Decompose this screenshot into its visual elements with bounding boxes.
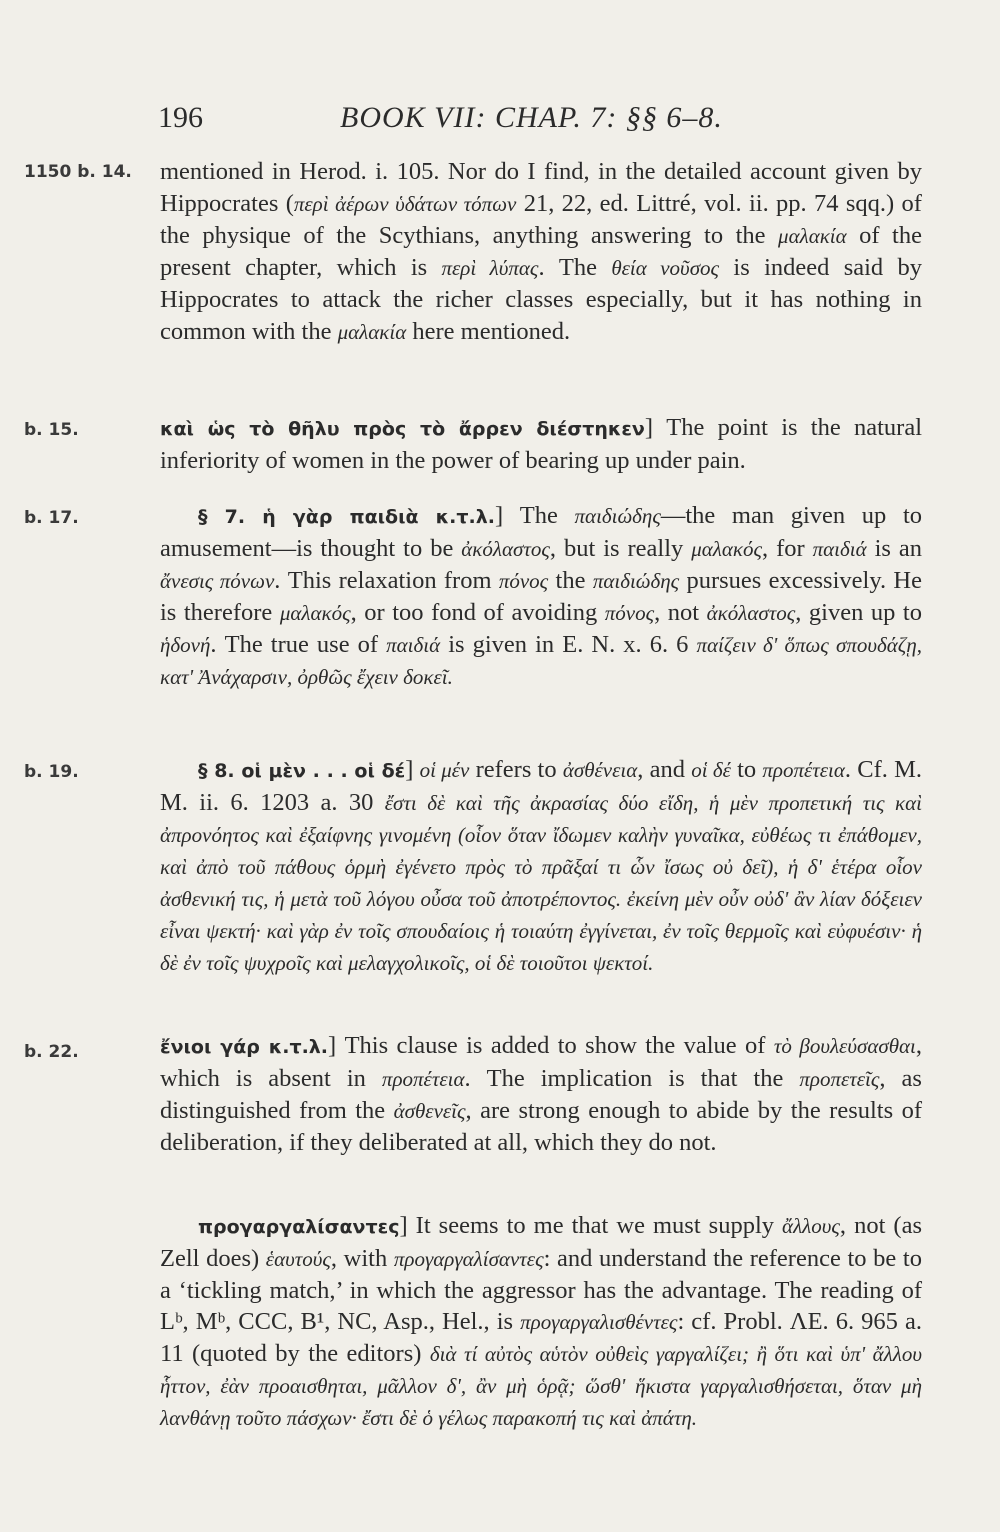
- lemma: § 8. οἱ μὲν . . . οἱ δέ: [198, 760, 406, 782]
- text-segment: , not: [654, 599, 707, 626]
- commentary-text: [160, 754, 922, 979]
- greek-phrase: τὸ βουλεύσασθαι: [773, 1034, 916, 1058]
- greek-phrase: θεία νοῦσος: [611, 256, 720, 280]
- lemma: § 7. ἡ γὰρ παιδιὰ κ.τ.λ.: [198, 506, 495, 528]
- line-reference: 1150 b. 14.: [24, 162, 132, 182]
- text-segment: : and understand the reference to be to a ‘tickling match,’ in which the aggressor has the advantage. The reading of Lᵇ, Mᵇ, CCC, B¹, NC, Asp., Hel., is: [160, 1245, 922, 1335]
- text-segment: refers to: [469, 756, 563, 783]
- text-segment: here mentioned.: [406, 318, 571, 345]
- lemma: ἔνιοι γάρ κ.τ.λ.: [160, 1036, 329, 1058]
- line-reference: b. 17.: [24, 508, 79, 528]
- greek-phrase: προπέτεια: [381, 1067, 465, 1091]
- commentary-text: [160, 1030, 922, 1159]
- greek-phrase: μαλακία: [778, 224, 847, 248]
- commentary-text: [160, 412, 922, 477]
- text-segment: , which is absent in: [160, 1032, 922, 1092]
- commentary-text: [160, 156, 922, 348]
- greek-phrase: περὶ λύπας: [441, 256, 539, 280]
- text-segment: , are strong enough to abide by the results of deliberation, if they deliberated at all, which they do not.: [160, 1097, 922, 1156]
- text-segment: , but is really: [549, 535, 692, 562]
- text-segment: . The: [538, 254, 612, 281]
- greek-phrase: παίζειν δ' ὅπως σπουδάζῃ, κατ' Ἀνάχαρσιν, ὀρθῶς ἔχειν δοκεῖ.: [160, 633, 922, 689]
- text-segment: the: [548, 567, 593, 594]
- text-segment: ] The point is the natural inferiority of women in the power of bearing up under pain.: [160, 414, 922, 474]
- greek-quotation: ἔστι δὲ καὶ τῆς ἀκρασίας δύο εἴδη, ἡ μὲν προπετική τις καὶ ἀπρονόητος καὶ ἐξαίφνης γινομένη (οἷον ὅταν ἴδωμεν καλὴν γυναῖκα, εὐθέως τι ἐπάθομεν, καὶ ἀπὸ τοῦ πάθους ὁρμὴ ἐγένετο πρὸς τὸ πρᾶξαί τι ὧν ἴσως οὐ δεῖ), ἡ δ' ἑτέρα οἷον ἀσθενική τις, ἡ μετὰ τοῦ λόγου οὖσα τοῦ ἀποτρέποντος. ἐκείνη μὲν οὖν οὐδ' ἂν λίαν δόξειεν εἶναι ψεκτή· καὶ γὰρ ἐν τοῖς σπουδαίοις ἡ τοιαύτη ἐγγίνεται, ἐν τοῖς θερμοῖς καὶ εὐφυέσιν· ἡ δὲ ἐν τοῖς ψυχροῖς καὶ μελαγχολικοῖς, οἱ δὲ τοιοῦτοι ψεκτοί.: [160, 791, 922, 975]
- text-segment: , not (as Zell does): [160, 1212, 922, 1272]
- text-segment: , as distinguished from the: [160, 1065, 922, 1124]
- lemma: προγαργαλίσαντες: [198, 1216, 400, 1238]
- text-segment: ] The: [495, 502, 575, 529]
- text-segment: , and: [637, 756, 692, 783]
- greek-phrase: παιδιά: [386, 633, 441, 657]
- text-segment: is given in E. N. x. 6. 6: [440, 631, 697, 658]
- greek-phrase: προπέτεια: [762, 758, 845, 782]
- greek-phrase: ἀκόλαστος: [461, 537, 550, 561]
- greek-phrase: προπετεῖς: [799, 1067, 880, 1091]
- greek-phrase: παιδιά: [812, 537, 867, 561]
- text-segment: , given up to: [795, 599, 922, 626]
- greek-phrase: ἄλλους: [782, 1214, 840, 1238]
- text-segment: of the present chapter, which is: [160, 222, 922, 281]
- greek-phrase: οἱ μέν: [419, 758, 470, 782]
- text-segment: is an: [866, 535, 922, 562]
- text-segment: . This relaxation from: [274, 567, 499, 594]
- text-segment: —the man given up to amusement—is thought to be: [160, 502, 923, 562]
- greek-phrase: οἱ δέ: [691, 758, 731, 782]
- text-segment: , with: [330, 1245, 394, 1272]
- greek-phrase: ἀσθενεῖς: [393, 1099, 466, 1123]
- text-segment: 21, 22, ed. Littré, vol. ii. pp. 74 sqq.) of the physique of the Scythians, anything answering to the: [160, 190, 922, 249]
- chapter-title: BOOK VII: CHAP. 7: §§ 6–8.: [340, 101, 723, 134]
- greek-phrase: μαλακός: [279, 601, 351, 625]
- text-segment: ] It seems to me that we must supply: [399, 1212, 783, 1239]
- greek-phrase: ἀκόλαστος: [706, 601, 796, 625]
- lemma: καὶ ὡς τὸ θῆλυ πρὸς τὸ ἄρρεν διέστηκεν: [160, 418, 645, 440]
- line-reference: b. 22.: [24, 1042, 79, 1062]
- text-segment: , or too fond of avoiding: [350, 599, 605, 626]
- greek-phrase: ἄνεσις πόνων: [160, 569, 275, 593]
- text-segment: ]: [405, 756, 420, 783]
- text-segment: ] This clause is added to show the value of: [328, 1032, 774, 1059]
- text-segment: . The true use of: [210, 631, 387, 658]
- text-segment: pursues excessively. He is therefore: [160, 567, 922, 626]
- text-segment: , for: [762, 535, 813, 562]
- page-number: 196: [158, 101, 203, 134]
- greek-phrase: ἡδονή: [160, 633, 211, 657]
- text-segment: . The implication is that the: [464, 1065, 800, 1092]
- greek-phrase: προγαργαλισθέντες: [520, 1310, 678, 1334]
- greek-phrase: παιδιώδης: [592, 569, 680, 593]
- line-reference: b. 19.: [24, 762, 79, 782]
- greek-phrase: παιδιώδης: [574, 504, 661, 528]
- greek-phrase: μαλακός: [691, 537, 763, 561]
- greek-phrase: πόνος: [604, 601, 655, 625]
- greek-phrase: ἑαυτούς: [265, 1247, 331, 1271]
- text-segment: is indeed said by Hippocrates to attack the richer classes especially, but it has nothing in common with the: [160, 254, 922, 345]
- greek-phrase: ἀσθένεια: [562, 758, 638, 782]
- text-segment: . Cf. M. M. ii. 6. 1203 a. 30: [160, 756, 922, 816]
- commentary-text: [160, 1210, 922, 1434]
- greek-phrase: μαλακία: [337, 320, 407, 344]
- greek-phrase: πόνος: [498, 569, 549, 593]
- running-head: [158, 98, 918, 138]
- text-segment: to: [730, 756, 763, 783]
- line-reference: b. 15.: [24, 420, 79, 440]
- text-segment: : cf. Probl. ΛΕ. 6. 965 a. 11 (quoted by the editors): [160, 1308, 922, 1367]
- greek-quotation: διὰ τί αὐτὸς αὑτὸν οὐθεὶς γαργαλίζει; ἢ ὅτι καὶ ὑπ' ἄλλου ἧττον, ἐὰν προαισθηται, μᾶλλον δ', ἂν μὴ ὁρᾷ; ὥσθ' ἥκιστα γαργαλισθήσεται, ὅταν μὴ λανθάνῃ τοῦτο πάσχων· ἔστι δὲ ὁ γέλως παρακοπή τις καὶ ἀπάτη.: [160, 1342, 922, 1430]
- greek-phrase: προγαργαλίσαντες: [393, 1247, 544, 1271]
- greek-phrase: περὶ ἀέρων ὑδάτων τόπων: [293, 192, 517, 216]
- text-segment: mentioned in Herod. i. 105. Nor do I find, in the detailed account given by Hippocrates (: [160, 158, 922, 217]
- commentary-text: [160, 500, 922, 693]
